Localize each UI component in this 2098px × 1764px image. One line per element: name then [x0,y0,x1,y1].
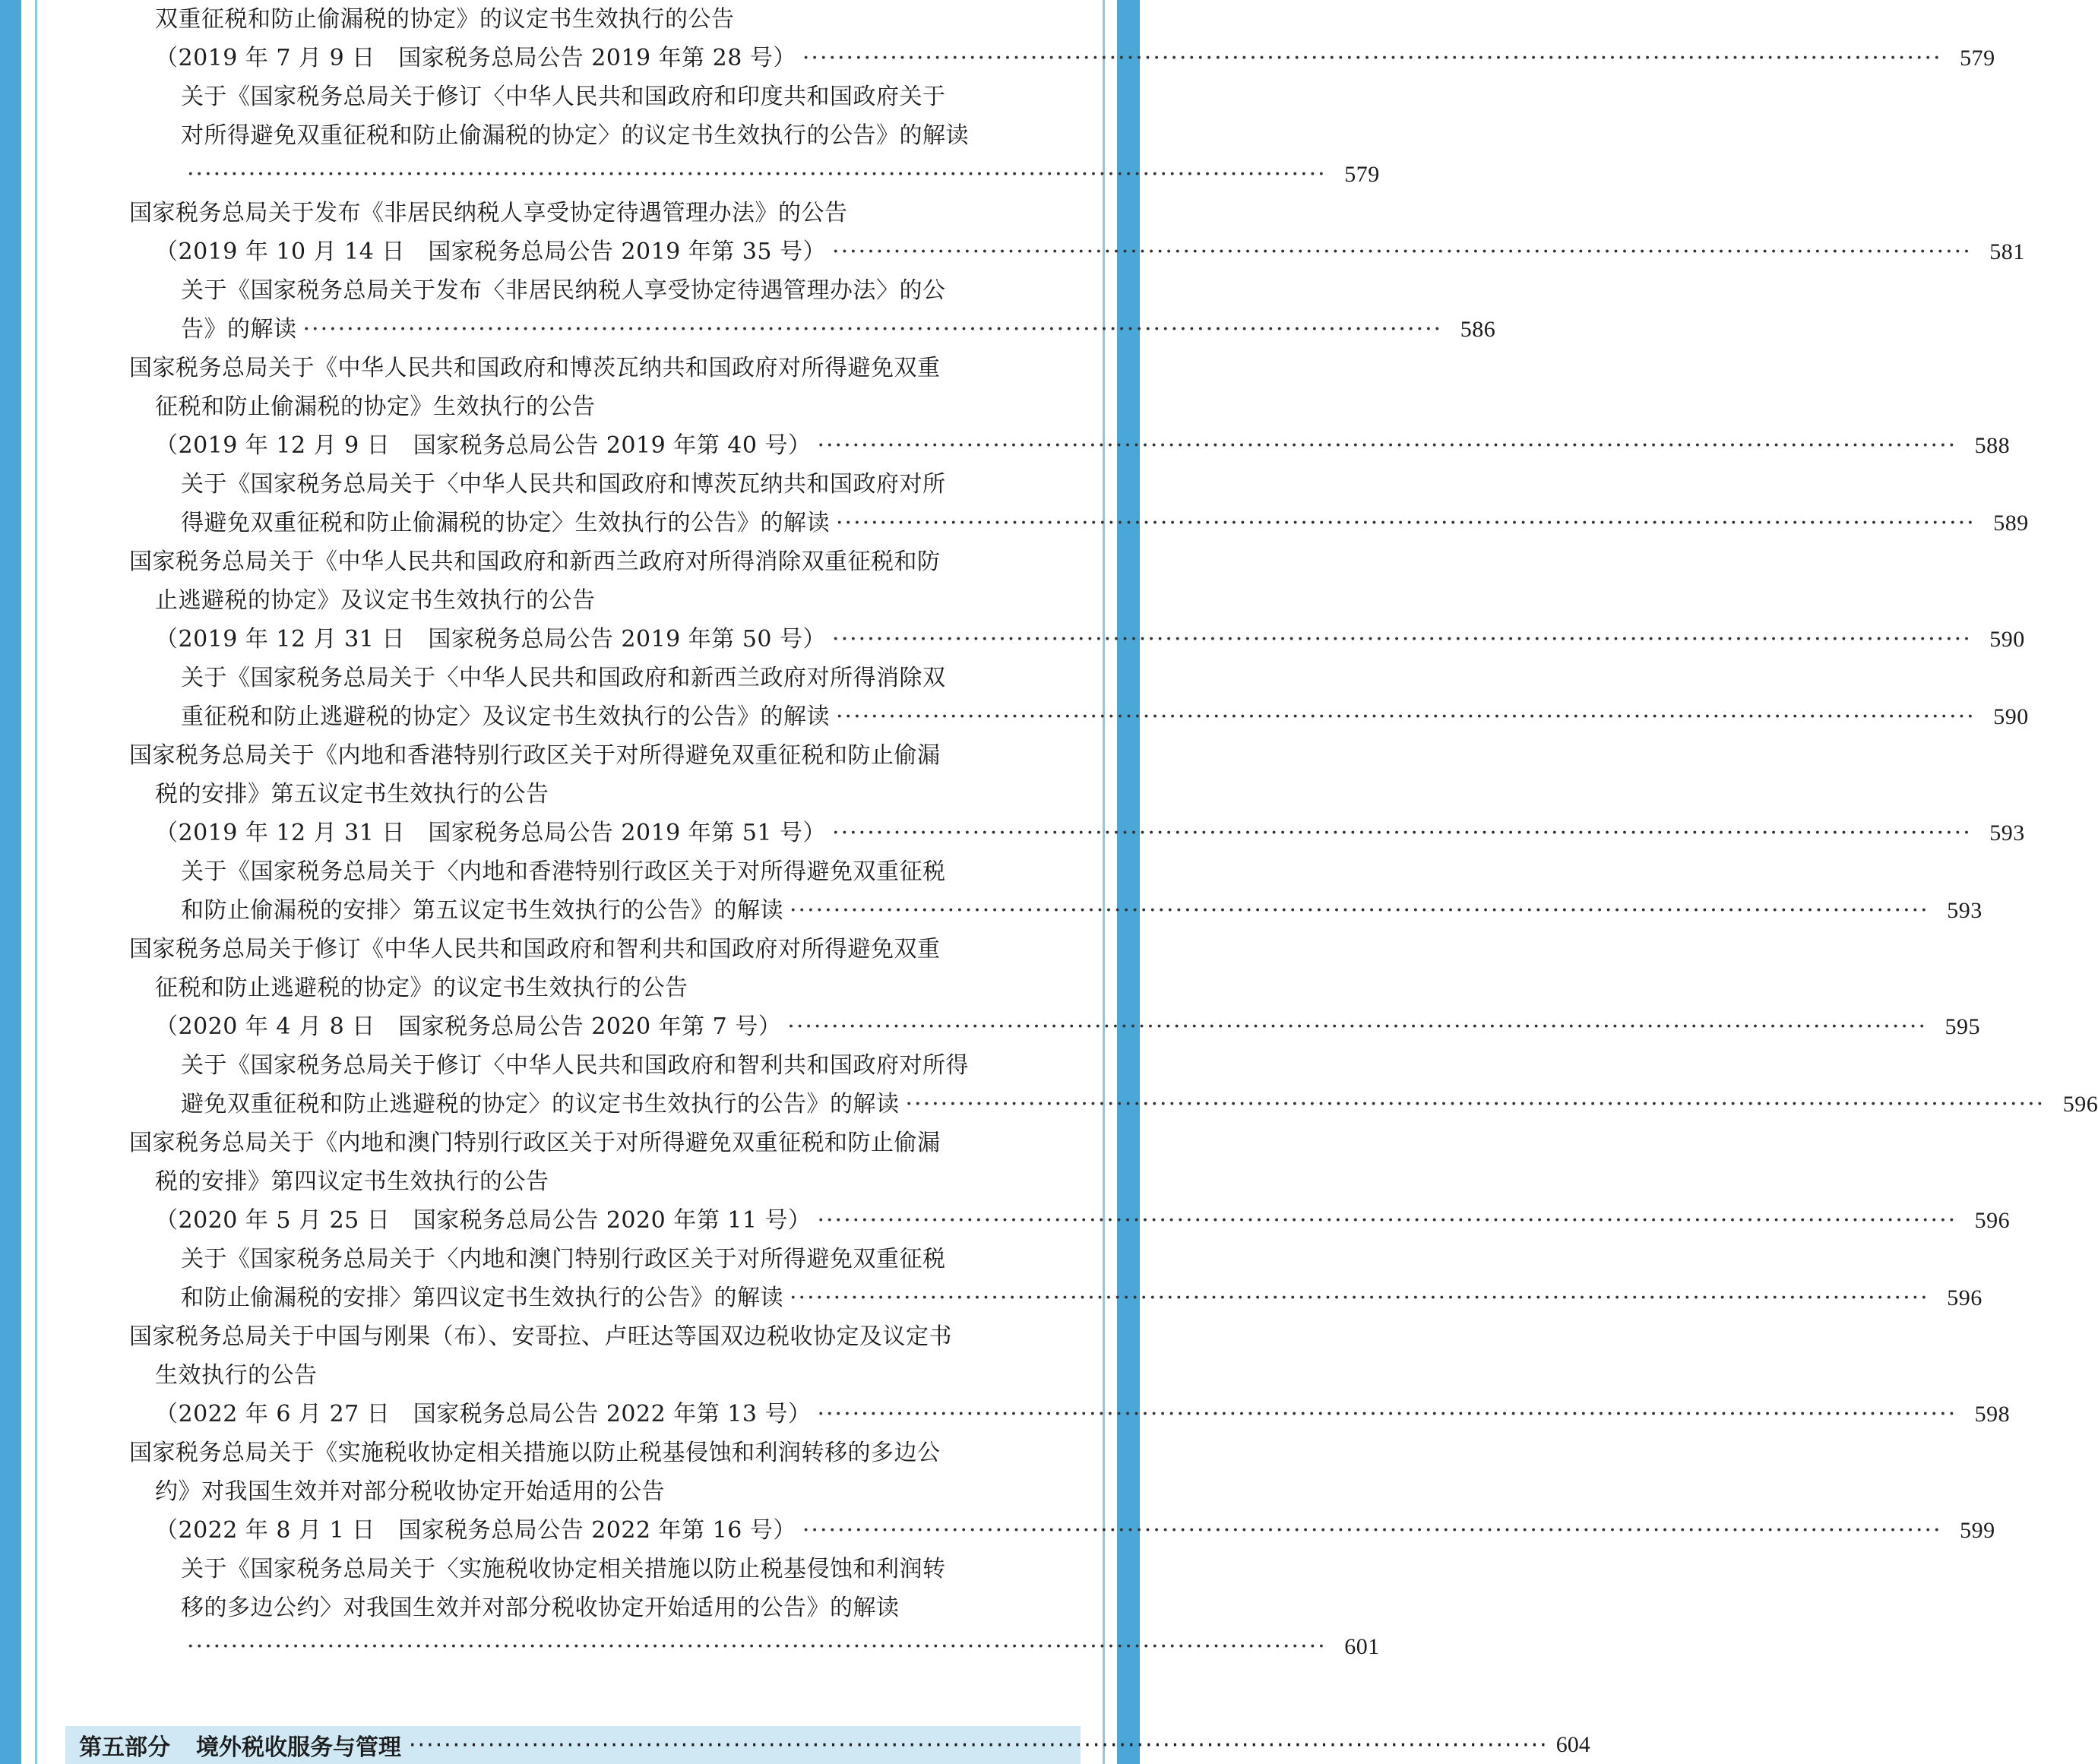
leader-dots: ·································································································································· [187,161,1327,188]
toc-text: 重征税和防止逃避税的协定〉及议定书生效执行的公告》的解读 [181,703,830,730]
toc-line [129,1201,2011,1240]
toc-list [129,0,2098,1666]
toc-text: 关于《国家税务总局关于〈内地和香港特别行政区关于对所得避免双重征税 [181,858,946,885]
leader-dots: ·································································································································· [817,432,1957,459]
leader-dots: ·································································································································· [817,1401,1957,1427]
page-number: 590 [1993,704,2029,729]
leader-dots: ·································································································································· [832,626,1972,653]
toc-line [129,1511,1995,1550]
toc-line [129,504,2029,542]
toc-text: 关于《国家税务总局关于〈内地和澳门特别行政区关于对所得避免双重征税 [181,1246,946,1272]
toc-line [129,1395,2011,1434]
toc-line [129,1240,1052,1279]
toc-line [129,77,1052,116]
toc-text: 关于《国家税务总局关于〈中华人民共和国政府和新西兰政府对所得消除双 [181,665,946,691]
leader-dots: ·································································································································· [802,45,1942,71]
toc-line [129,349,1052,387]
toc-text: 关于《国家税务总局关于〈中华人民共和国政府和博茨瓦纳共和国政府对所 [181,471,946,498]
leader-dots: ·································································································································· [836,510,1976,536]
page-number: 596 [1974,1208,2011,1233]
toc-line [129,1627,1380,1666]
toc-line [129,930,1052,969]
page-number: 595 [1945,1014,1980,1039]
toc-text: （2019 年 12 月 9 日 国家税务总局公告 2019 年第 40 号） [155,432,812,459]
toc-line [129,852,1052,891]
toc-text: 国家税务总局关于《内地和香港特别行政区关于对所得避免双重征税和防止偷漏 [129,742,941,769]
page-number: 588 [1974,433,2011,458]
toc-line [129,1085,2098,1124]
page-number: 590 [1989,627,2025,652]
toc-line [129,775,1052,814]
leader-dots: ·································································································································· [302,316,1443,343]
toc-text: 避免双重征税和防止逃避税的协定〉的议定书生效执行的公告》的解读 [181,1091,900,1118]
toc-line [129,1124,1052,1162]
page-frame-left [0,0,21,1764]
toc-line [129,1550,1052,1589]
toc-text: 国家税务总局关于发布《非居民纳税人享受协定待遇管理办法》的公告 [129,200,848,226]
toc-line [129,0,1052,39]
toc-text: 国家税务总局关于中国与刚果（布）、安哥拉、卢旺达等国双边税收协定及议定书 [129,1323,952,1350]
page-number: 593 [1947,898,1982,923]
toc-line [129,1317,1052,1356]
toc-text: 国家税务总局关于《中华人民共和国政府和新西兰政府对所得消除双重征税和防 [129,548,941,575]
toc-text: 关于《国家税务总局关于修订〈中华人民共和国政府和印度共和国政府关于 [181,84,946,110]
page-number: 579 [1344,162,1380,187]
toc-line [129,194,1052,232]
leader-dots: ·································································································································· [802,1517,1942,1544]
page-number: 586 [1460,317,1496,342]
toc-text: 关于《国家税务总局关于发布〈非居民纳税人享受协定待遇管理办法〉的公 [181,277,946,304]
toc-text: 双重征税和防止偷漏税的协定》的议定书生效执行的公告 [155,6,735,33]
leader-dots: ·································································································································· [790,897,1929,924]
toc-line [129,271,1052,310]
page-number: 596 [2062,1092,2098,1117]
toc-text: （2020 年 5 月 25 日 国家税务总局公告 2020 年第 11 号） [155,1207,812,1234]
toc-line [129,1279,1982,1317]
toc-text: （2022 年 6 月 27 日 国家税务总局公告 2022 年第 13 号） [155,1401,812,1427]
page-frame-left-rule [35,0,37,1764]
leader-dots: ·································································································································· [836,703,1976,730]
toc-text: 国家税务总局关于《实施税收协定相关措施以防止税基侵蚀和利润转移的多边公 [129,1440,941,1466]
toc-text: 告》的解读 [181,316,297,343]
leader-dots: ·································································································································· [817,1207,1957,1234]
page-number: 596 [1947,1285,1982,1310]
toc-text: 国家税务总局关于修订《中华人民共和国政府和智利共和国政府对所得避免双重 [129,936,941,963]
toc-text: 关于《国家税务总局关于〈实施税收协定相关措施以防止税基侵蚀和利润转 [181,1556,946,1582]
toc-text: 关于《国家税务总局关于修订〈中华人民共和国政府和智利共和国政府对所得 [181,1052,969,1079]
leader-dots: ·································································································································· [905,1091,2046,1118]
toc-line [129,465,1052,504]
page-number: 604 [1555,1732,1590,1757]
toc-line [129,310,1496,349]
toc-text: （2019 年 12 月 31 日 国家税务总局公告 2019 年第 50 号） [155,626,827,653]
leader-dots: ·································································································································· [187,1633,1327,1660]
toc-line [129,659,1052,697]
toc-line [129,969,1052,1007]
toc-text: 征税和防止逃避税的协定》的议定书生效执行的公告 [155,975,688,1001]
toc-line [129,620,2025,659]
leader-dots: ·································································································································· [832,239,1972,265]
toc-line [129,1434,1052,1472]
leader-dots: ·································································································································· [832,820,1972,846]
leader-dots: ·································································································································· [787,1013,1927,1040]
toc-text: 对所得避免双重征税和防止偷漏税的协定〉的议定书生效执行的公告》的解读 [181,122,969,149]
toc-line [129,387,1052,426]
toc-line [129,542,1052,581]
page-number: 589 [1993,511,2029,536]
toc-line [129,1162,1052,1201]
toc-line [129,1007,1980,1046]
page-number: 593 [1989,820,2025,846]
toc-line [129,232,2025,271]
section-part-label: 第五部分 [79,1734,170,1761]
toc-line [129,1046,1052,1085]
leader-dots: ·································································································································· [790,1285,1929,1311]
toc-text: 征税和防止偷漏税的协定》生效执行的公告 [155,394,596,420]
page-number: 581 [1989,239,2025,264]
toc-line [129,426,2011,465]
toc-text: 移的多边公约〉对我国生效并对部分税收协定开始适用的公告》的解读 [181,1595,900,1621]
toc-line [129,1472,1052,1511]
toc-line [129,697,2029,736]
page-number: 579 [1960,46,1995,71]
toc-line [129,1589,1052,1627]
toc-text: 生效执行的公告 [155,1362,318,1389]
toc-line [129,736,1052,775]
page-number: 601 [1344,1634,1380,1659]
leader-dots: ·································································································································· [409,1731,1549,1759]
toc-text: （2019 年 10 月 14 日 国家税务总局公告 2019 年第 35 号） [155,239,827,265]
toc-text: （2022 年 8 月 1 日 国家税务总局公告 2022 年第 16 号） [155,1517,796,1544]
toc-text: 国家税务总局关于《中华人民共和国政府和博茨瓦纳共和国政府对所得避免双重 [129,355,941,381]
toc-line [129,814,2025,852]
section-title: 境外税收服务与管理 [196,1734,401,1761]
toc-line [129,581,1052,620]
page-number: 599 [1960,1518,1995,1543]
toc-text: 约》对我国生效并对部分税收协定开始适用的公告 [155,1478,665,1505]
toc-text: 国家税务总局关于《内地和澳门特别行政区关于对所得避免双重征税和防止偷漏 [129,1130,941,1156]
toc-text: 得避免双重征税和防止偷漏税的协定〉生效执行的公告》的解读 [181,510,830,536]
toc-text: （2019 年 7 月 9 日 国家税务总局公告 2019 年第 28 号） [155,45,796,71]
toc-text: （2020 年 4 月 8 日 国家税务总局公告 2020 年第 7 号） [155,1013,782,1040]
toc-line [129,891,1982,930]
toc-text: （2019 年 12 月 31 日 国家税务总局公告 2019 年第 51 号） [155,820,827,846]
toc-line [129,1356,1052,1395]
toc-text: 和防止偷漏税的安排〉第五议定书生效执行的公告》的解读 [181,897,783,924]
section-heading-bar [65,1726,1590,1764]
page-number: 598 [1974,1402,2011,1427]
toc-text: 止逃避税的协定》及议定书生效执行的公告 [155,587,596,614]
toc-text: 税的安排》第五议定书生效执行的公告 [155,781,549,808]
toc-text: 和防止偷漏税的安排〉第四议定书生效执行的公告》的解读 [181,1285,783,1311]
toc-line [129,116,1052,155]
toc-text: 税的安排》第四议定书生效执行的公告 [155,1168,549,1195]
toc-line [129,39,1995,77]
toc-line [129,155,1380,194]
